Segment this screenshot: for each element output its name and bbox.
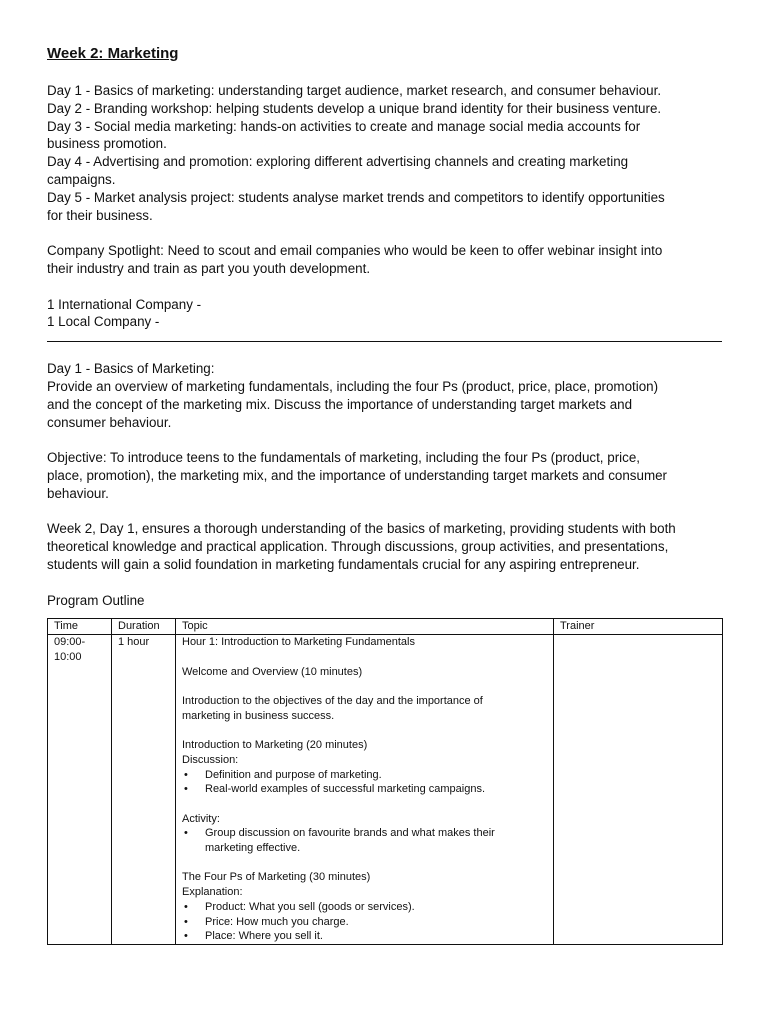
- week-day-list: [47, 82, 722, 224]
- horizontal-divider: [47, 341, 722, 342]
- cell-time: [48, 635, 112, 945]
- list-item: • Definition and purpose of marketing.: [182, 768, 547, 783]
- spotlight-line: their industry and train as part you youth development.: [47, 260, 371, 276]
- day1-summary-line: theoretical knowledge and practical application. Through discussions, group activities, and presentations,: [47, 539, 669, 555]
- international-company: 1 International Company -: [47, 296, 202, 312]
- discussion-list: [182, 768, 547, 797]
- list-item: • Real-world examples of successful marketing campaigns.: [182, 782, 547, 797]
- activity-label: Activity:: [182, 812, 220, 825]
- day1-summary-line: students will gain a solid foundation in marketing fundamentals crucial for any aspiring entrepreneur.: [47, 556, 640, 572]
- welcome-line: Welcome and Overview (10 minutes): [182, 665, 363, 678]
- document-page: [47, 44, 722, 945]
- header-duration: Duration: [112, 619, 176, 635]
- page-title: Week 2: Marketing: [47, 45, 179, 62]
- discussion-label: Discussion:: [182, 753, 239, 766]
- day1-summary-line: Week 2, Day 1, ensures a thorough understanding of the basics of marketing, providing students with both: [47, 521, 676, 537]
- local-company: 1 Local Company -: [47, 314, 160, 330]
- spotlight-line: Company Spotlight: Need to scout and email companies who would be keen to offer webinar insight into: [47, 243, 663, 259]
- cell-topic: [176, 635, 554, 945]
- intro-marketing-heading: Introduction to Marketing (20 minutes): [182, 739, 368, 752]
- table-header-row: [48, 619, 723, 635]
- day1-overview-line: consumer behaviour.: [47, 414, 172, 430]
- day1-overview-line: and the concept of the marketing mix. Discuss the importance of understanding target markets and: [47, 396, 633, 412]
- list-item: • Price: How much you charge.: [182, 915, 547, 930]
- day-line: business promotion.: [47, 136, 167, 152]
- day1-objective-line: Objective: To introduce teens to the fundamentals of marketing, including the four Ps (product, price,: [47, 450, 640, 466]
- day1-overview-line: Provide an overview of marketing fundamentals, including the four Ps (product, price, place, promotion): [47, 378, 659, 394]
- company-spotlight: [47, 242, 722, 278]
- list-item: • Place: Where you sell it.: [182, 929, 547, 944]
- activity-item-line: Group discussion on favourite brands and what makes their: [205, 827, 495, 840]
- explanation-list: [182, 900, 547, 944]
- activity-list: [182, 826, 547, 855]
- cell-duration: 1 hour: [112, 635, 176, 945]
- header-trainer: Trainer: [554, 619, 723, 635]
- time-end: 10:00: [54, 651, 82, 664]
- day-line: Day 4 - Advertising and promotion: exploring different advertising channels and creating marketing: [47, 154, 629, 170]
- list-item: [182, 826, 547, 855]
- cell-trainer: [554, 635, 723, 945]
- list-item: • Product: What you sell (goods or services).: [182, 900, 547, 915]
- intro-objectives-line: Introduction to the objectives of the day and the importance of: [182, 695, 483, 708]
- explanation-label: Explanation:: [182, 886, 243, 899]
- program-outline-label: Program Outline: [47, 592, 145, 608]
- day-line: campaigns.: [47, 171, 116, 187]
- day-line: Day 5 - Market analysis project: students analyse market trends and competitors to identify opportunities: [47, 189, 665, 205]
- header-topic: Topic: [176, 619, 554, 635]
- table-row: [48, 635, 723, 945]
- header-time: Time: [48, 619, 112, 635]
- activity-item-line: marketing effective.: [205, 842, 301, 855]
- intro-objectives-line: marketing in business success.: [182, 709, 335, 722]
- day-line: Day 1 - Basics of marketing: understanding target audience, market research, and consumer behaviour.: [47, 83, 662, 98]
- day1-objective-line: place, promotion), the marketing mix, and the importance of understanding target markets and consumer: [47, 467, 668, 483]
- program-outline-table: [47, 618, 723, 945]
- company-list: [47, 296, 722, 332]
- day1-objective-line: behaviour.: [47, 485, 109, 501]
- time-start: 09:00-: [54, 636, 86, 649]
- day1-heading: Day 1 - Basics of Marketing:: [47, 361, 215, 377]
- day1-section: [47, 360, 722, 609]
- day-line: for their business.: [47, 207, 153, 223]
- hour-title: Hour 1: Introduction to Marketing Fundamentals: [182, 636, 415, 649]
- day-line: Day 3 - Social media marketing: hands-on activities to create and manage social media accounts for: [47, 118, 641, 134]
- four-ps-heading: The Four Ps of Marketing (30 minutes): [182, 871, 371, 884]
- day-line: Day 2 - Branding workshop: helping students develop a unique brand identity for their business venture.: [47, 100, 662, 116]
